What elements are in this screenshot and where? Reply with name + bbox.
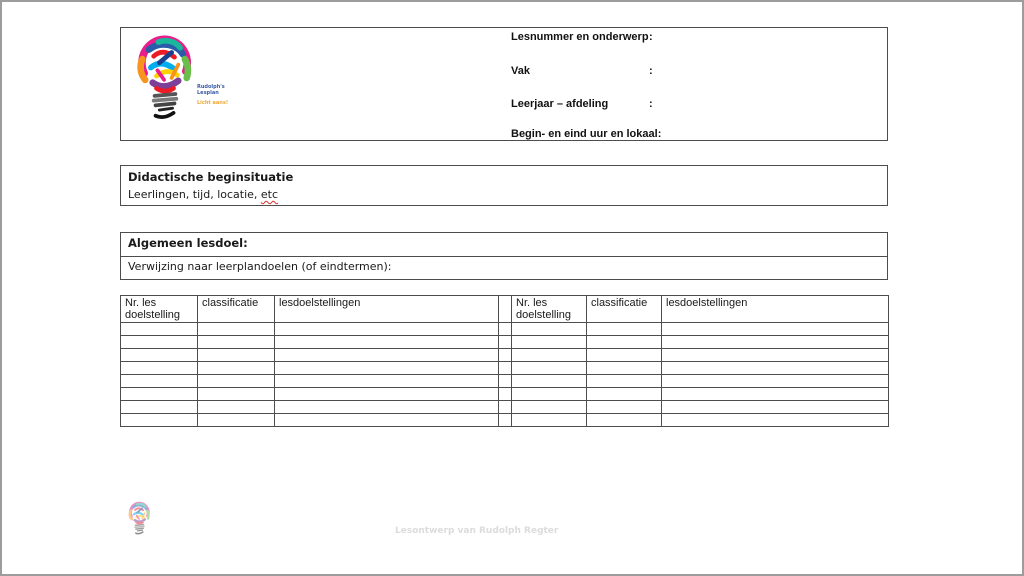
rudolphs-lesplan-logo	[129, 31, 241, 135]
goals-table-empty-cell[interactable]	[275, 414, 499, 427]
goals-table-spacer-cell	[499, 336, 512, 349]
goals-table-empty-cell[interactable]	[198, 349, 275, 362]
goals-table-body	[121, 323, 889, 427]
goals-table-empty-cell[interactable]	[662, 414, 889, 427]
goals-table-empty-cell[interactable]	[121, 336, 198, 349]
goals-table-header-row	[121, 296, 889, 323]
goals-table-spacer-cell	[499, 388, 512, 401]
goals-table-empty-cell[interactable]	[512, 388, 587, 401]
goals-table-spacer-cell	[499, 362, 512, 375]
goals-table-empty-cell[interactable]	[512, 362, 587, 375]
goals-table-empty-cell[interactable]	[662, 375, 889, 388]
column-header-nr-les-doelstelling-right: Nr. les doelstelling	[512, 296, 587, 323]
goals-table-spacer-cell	[499, 296, 512, 323]
didactische-beginsituatie-box[interactable]	[120, 165, 888, 206]
column-header-nr-les-doelstelling-left: Nr. les doelstelling	[121, 296, 198, 323]
goals-table-spacer-cell	[499, 375, 512, 388]
goals-table-empty-row	[121, 336, 889, 349]
goals-table-empty-cell[interactable]	[587, 414, 662, 427]
goals-table-empty-cell[interactable]	[275, 362, 499, 375]
algemeen-lesdoel-box	[120, 232, 888, 280]
goals-table-empty-cell[interactable]	[662, 336, 889, 349]
goals-table-empty-cell[interactable]	[275, 349, 499, 362]
field-label-uur-lokaal: Begin- en eind uur en lokaal	[511, 128, 658, 140]
goals-table-empty-cell[interactable]	[198, 323, 275, 336]
goals-table-empty-cell[interactable]	[662, 362, 889, 375]
logo-title-line2: Lesplan	[197, 90, 219, 96]
goals-table-empty-cell[interactable]	[587, 362, 662, 375]
goals-table-empty-cell[interactable]	[198, 401, 275, 414]
goals-table-empty-cell[interactable]	[121, 401, 198, 414]
field-value-lesnummer[interactable]	[653, 31, 833, 43]
field-row-uur-lokaal	[511, 128, 841, 140]
field-value-vak[interactable]	[653, 65, 833, 77]
field-value-uur-lokaal[interactable]	[661, 128, 841, 140]
field-colon: :	[649, 65, 653, 77]
column-header-lesdoelstellingen-right: lesdoelstellingen	[662, 296, 889, 323]
footer-credit: Lesontwerp van Rudolph Regter	[395, 526, 559, 536]
logo-title-line1: Rudolph's	[197, 84, 225, 90]
goals-table-empty-cell[interactable]	[587, 401, 662, 414]
goals-table-empty-cell[interactable]	[275, 336, 499, 349]
goals-table-empty-cell[interactable]	[512, 323, 587, 336]
goals-table-empty-cell[interactable]	[587, 388, 662, 401]
goals-table-empty-cell[interactable]	[512, 336, 587, 349]
goals-table-empty-cell[interactable]	[662, 323, 889, 336]
logo-text	[197, 84, 243, 106]
logo-tagline: Licht aans!	[197, 100, 229, 106]
goals-table-empty-cell[interactable]	[121, 349, 198, 362]
algemeen-lesdoel-subtitle-cell[interactable]: Verwijzing naar leerplandoelen (of eindtermen):	[121, 256, 887, 279]
goals-table-empty-cell[interactable]	[121, 414, 198, 427]
goals-table-empty-cell[interactable]	[275, 375, 499, 388]
column-header-classificatie-left: classificatie	[198, 296, 275, 323]
goals-table-empty-cell[interactable]	[662, 349, 889, 362]
algemeen-lesdoel-title-cell[interactable]: Algemeen lesdoel:	[128, 236, 248, 250]
column-header-lesdoelstellingen-left: lesdoelstellingen	[275, 296, 499, 323]
goals-table-empty-row	[121, 323, 889, 336]
goals-table-empty-cell[interactable]	[121, 362, 198, 375]
goals-table-spacer-cell	[499, 349, 512, 362]
goals-table-empty-row	[121, 401, 889, 414]
goals-table-empty-cell[interactable]	[275, 388, 499, 401]
field-value-leerjaar[interactable]	[653, 98, 833, 110]
goals-table-empty-cell[interactable]	[275, 401, 499, 414]
didactische-title: Didactische beginsituatie	[128, 170, 294, 184]
goals-table-empty-row	[121, 375, 889, 388]
goals-table-empty-cell[interactable]	[198, 388, 275, 401]
goals-table-empty-cell[interactable]	[121, 388, 198, 401]
goals-table-empty-cell[interactable]	[587, 336, 662, 349]
goals-table-empty-cell[interactable]	[512, 375, 587, 388]
field-colon: :	[649, 31, 653, 43]
goals-table-empty-cell[interactable]	[198, 362, 275, 375]
goals-table-empty-row	[121, 362, 889, 375]
goals-table-empty-cell[interactable]	[512, 414, 587, 427]
didactische-flagged-word: etc	[260, 188, 279, 201]
goals-table-spacer-cell	[499, 401, 512, 414]
footer-lightbulb-watermark-icon	[126, 501, 153, 535]
field-label-lesnummer: Lesnummer en onderwerp	[511, 31, 649, 43]
goals-table-empty-cell[interactable]	[121, 323, 198, 336]
didactische-body	[128, 188, 880, 201]
field-label-vak: Vak	[511, 65, 530, 77]
goals-table-empty-cell[interactable]	[198, 336, 275, 349]
goals-table-empty-cell[interactable]	[512, 349, 587, 362]
field-row-lesnummer	[511, 31, 833, 43]
goals-table-empty-cell[interactable]	[662, 401, 889, 414]
goals-table-empty-cell[interactable]	[587, 349, 662, 362]
didactische-body-text: Leerlingen, tijd, locatie,	[128, 188, 261, 201]
goals-table-spacer-cell	[499, 323, 512, 336]
field-row-leerjaar	[511, 98, 833, 110]
goals-table-empty-cell[interactable]	[198, 414, 275, 427]
goals-table-empty-cell[interactable]	[662, 388, 889, 401]
field-row-vak	[511, 65, 833, 77]
colorful-lightbulb-icon	[131, 33, 199, 121]
goals-table-empty-row	[121, 414, 889, 427]
column-header-classificatie-right: classificatie	[587, 296, 662, 323]
goals-table-empty-cell[interactable]	[587, 323, 662, 336]
field-label-leerjaar: Leerjaar – afdeling	[511, 98, 609, 110]
goals-table-empty-cell[interactable]	[198, 375, 275, 388]
goals-table-spacer-cell	[499, 414, 512, 427]
goals-table	[120, 295, 889, 427]
goals-table-empty-row	[121, 349, 889, 362]
lesson-header-box	[120, 27, 888, 141]
field-colon: :	[649, 98, 653, 110]
goals-table-empty-cell[interactable]	[512, 401, 587, 414]
goals-table-empty-row	[121, 388, 889, 401]
field-colon: :	[657, 128, 662, 140]
goals-table-empty-cell[interactable]	[587, 375, 662, 388]
goals-table-empty-cell[interactable]	[121, 375, 198, 388]
goals-table-empty-cell[interactable]	[275, 323, 499, 336]
